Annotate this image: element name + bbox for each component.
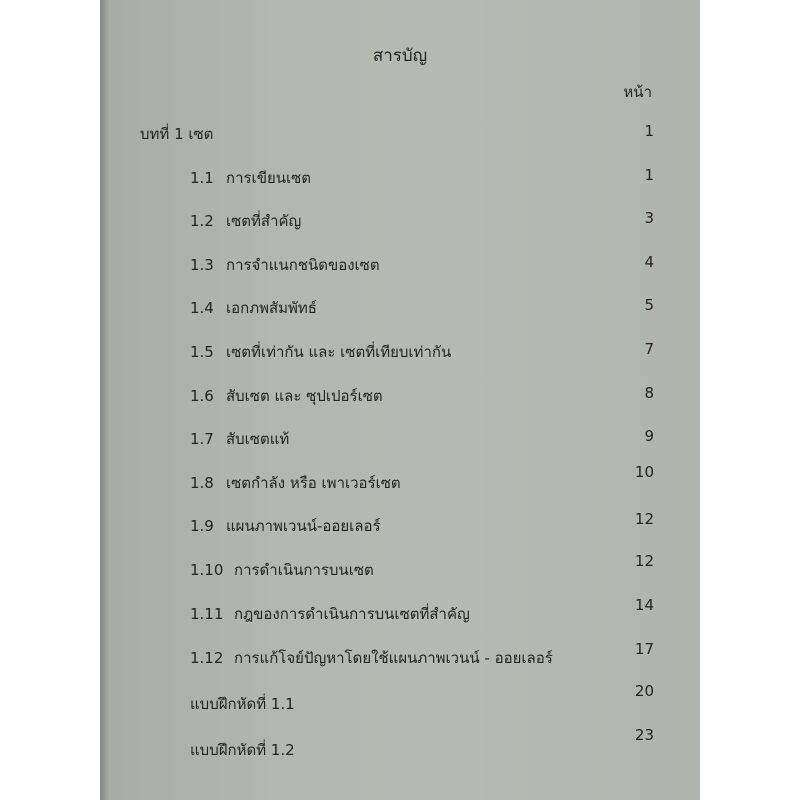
- entry-number: 1.4: [190, 299, 214, 317]
- page-title: สารบัญ: [372, 46, 428, 66]
- entry-number: 1.1: [190, 169, 214, 187]
- toc-entry-row: [100, 340, 700, 364]
- entry-page-number: 17: [634, 640, 654, 658]
- entry-page-number: 1: [644, 166, 654, 184]
- entry-title: เซตกำลัง หรือ เพาเวอร์เซต: [226, 474, 401, 492]
- entry-page-number: 14: [634, 596, 654, 614]
- entry-number: 1.2: [190, 212, 214, 230]
- toc-entry-row: [100, 640, 700, 670]
- page-column-header: หน้า: [623, 83, 652, 101]
- entry-title: เอกภพสัมพัทธ์: [226, 299, 317, 317]
- entry-title: การแก้โจย์ปัญหาโดยใช้แผนภาพเวนน์ - ออยเลอร์: [234, 649, 553, 667]
- entry-page-number: 7: [644, 340, 654, 358]
- toc-entry-row: [100, 253, 700, 277]
- entry-page-number: 5: [644, 296, 654, 314]
- entry-page-number: 3: [644, 209, 654, 227]
- entry-number: 1.5: [190, 343, 214, 361]
- toc-entry-row: [100, 384, 700, 408]
- exercise-page-number: 23: [634, 726, 654, 744]
- toc-exercise-row: [100, 682, 700, 716]
- toc-entry-row: [100, 552, 700, 582]
- entry-number: 1.8: [190, 474, 214, 492]
- toc-entry-row: [100, 209, 700, 233]
- entry-number: 1.6: [190, 387, 214, 405]
- entry-page-number: 9: [644, 427, 654, 445]
- chapter-label: บทที่ 1 เซต: [140, 125, 214, 143]
- entry-title: การเขียนเซต: [226, 169, 312, 187]
- entry-number: 1.7: [190, 430, 214, 448]
- entry-number: 1.9: [190, 517, 214, 535]
- entry-title: การจำแนกชนิดของเซต: [226, 256, 380, 274]
- toc-entry-row: [100, 166, 700, 190]
- entry-page-number: 10: [634, 463, 654, 481]
- entry-title: กฎของการดำเนินการบนเซตที่สำคัญ: [234, 605, 470, 623]
- entry-title: เซตที่สำคัญ: [226, 212, 302, 230]
- entry-page-number: 12: [634, 552, 654, 570]
- toc-entry-row: [100, 463, 700, 495]
- entry-title: แผนภาพเวนน์-ออยเลอร์: [226, 517, 381, 535]
- exercise-label: แบบฝึกหัดที่ 1.2: [190, 741, 295, 759]
- entry-number: 1.10: [190, 561, 224, 579]
- entry-title: เซตที่เท่ากัน และ เซตที่เทียบเท่ากัน: [226, 343, 452, 361]
- exercise-page-number: 20: [634, 682, 654, 700]
- entry-title: การดำเนินการบนเซต: [234, 561, 374, 579]
- toc-entry-row: [100, 596, 700, 626]
- toc-entry-row: [100, 427, 700, 451]
- entry-title: สับเซต และ ซุปเปอร์เซต: [226, 387, 383, 405]
- entry-page-number: 12: [634, 510, 654, 528]
- entry-title: สับเซตแท้: [226, 430, 290, 448]
- book-page: [100, 0, 700, 800]
- toc-chapter-row: [100, 122, 700, 146]
- entry-number: 1.3: [190, 256, 214, 274]
- chapter-page-number: 1: [644, 122, 654, 140]
- entry-number: 1.11: [190, 605, 224, 623]
- toc-entry-row: [100, 296, 700, 320]
- entry-page-number: 8: [644, 384, 654, 402]
- entry-page-number: 4: [644, 253, 654, 271]
- entry-number: 1.12: [190, 649, 224, 667]
- toc-entry-row: [100, 510, 700, 538]
- exercise-label: แบบฝึกหัดที่ 1.1: [190, 695, 295, 713]
- toc-exercise-row: [100, 726, 700, 762]
